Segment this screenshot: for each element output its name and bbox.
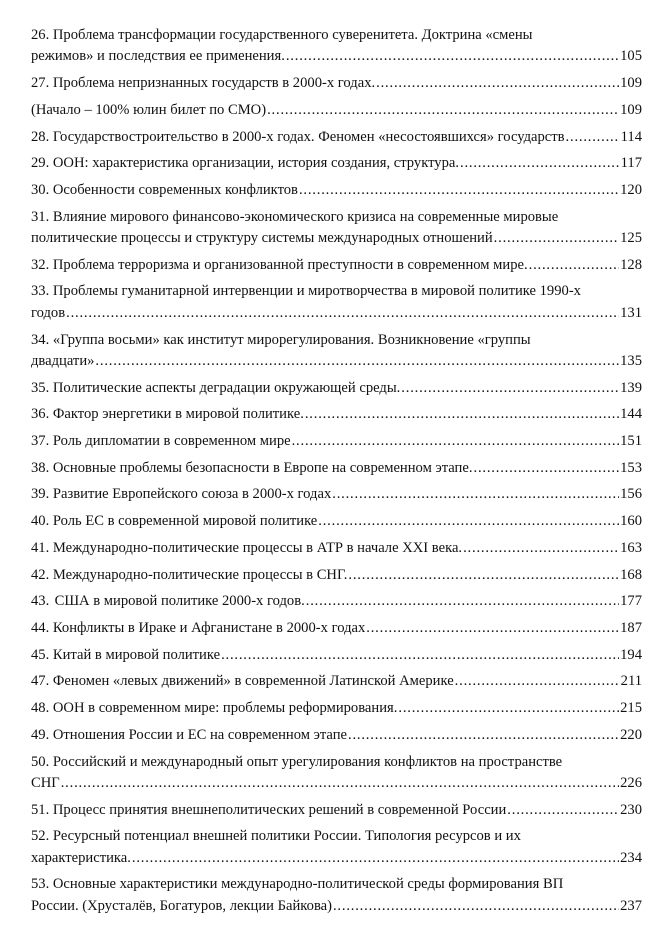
page-number: 177 — [620, 593, 642, 610]
dot-leader — [304, 404, 619, 425]
toc-entry-line — [31, 303, 642, 324]
toc-entry-title: 40. Роль ЕС в современной мировой политике — [31, 513, 318, 530]
dot-leader — [473, 458, 620, 479]
toc-entry[interactable] — [31, 431, 642, 452]
toc-entry[interactable] — [31, 153, 642, 174]
page-number: 156 — [620, 486, 642, 503]
toc-entry-title: характеристика. — [31, 849, 131, 866]
toc-entry[interactable] — [31, 511, 642, 532]
toc-entry[interactable] — [31, 752, 642, 795]
dot-leader — [305, 591, 619, 612]
page-number: 109 — [620, 101, 642, 118]
dot-leader — [65, 303, 619, 324]
toc-entry[interactable] — [31, 618, 642, 639]
toc-entry[interactable] — [31, 404, 642, 425]
toc-entry-title: 51. Процесс принятия внешнеполитических решений в современной России — [31, 801, 507, 818]
page-number: 168 — [620, 566, 642, 583]
toc-entry[interactable] — [31, 645, 642, 666]
toc-entry-line — [31, 565, 642, 586]
page-number: 125 — [620, 230, 642, 247]
toc-entry-title: 36. Фактор энергетики в мировой политике. — [31, 406, 304, 423]
toc-entry[interactable] — [31, 874, 642, 917]
dot-leader — [454, 671, 620, 692]
dot-leader — [397, 698, 619, 719]
page-number: 128 — [620, 256, 642, 273]
toc-entry-title: 41. Международно-политические процессы в АТР в начале XXI века. — [31, 539, 463, 556]
toc-entry-line — [31, 725, 642, 746]
toc-entry-line — [31, 100, 642, 121]
toc-entry[interactable] — [31, 207, 642, 250]
dot-leader — [565, 127, 620, 148]
toc-entry-title: 38. Основные проблемы безопасности в Европе на современном этапе. — [31, 459, 473, 476]
dot-leader — [528, 255, 619, 276]
toc-entry-title: 45. Китай в мировой политике — [31, 646, 221, 663]
dot-leader — [331, 484, 619, 505]
toc-entry-line — [31, 484, 642, 505]
page-number: 226 — [620, 774, 642, 791]
dot-leader — [400, 378, 619, 399]
toc-entry[interactable] — [31, 671, 642, 692]
toc-entry-title: 32. Проблема терроризма и организованной преступности в современном мире. — [31, 256, 528, 273]
toc-entry-line — [31, 431, 642, 452]
toc-entry[interactable] — [31, 538, 642, 559]
toc-entry-title: 35. Политические аспекты деградации окружающей среды. — [31, 379, 401, 396]
toc-entry[interactable] — [31, 255, 642, 276]
toc-entry-title: политические процессы и структуру системы международных отношений — [31, 230, 493, 247]
dot-leader — [347, 725, 619, 746]
toc-entry-line — [31, 46, 642, 67]
page-number: 194 — [620, 646, 642, 663]
page-number: 160 — [620, 513, 642, 530]
toc-entry[interactable] — [31, 826, 642, 869]
table-of-contents — [31, 25, 642, 923]
toc-entry-title-first-line: 26. Проблема трансформации государственного суверенитета. Доктрина «смены — [31, 27, 533, 43]
toc-entry-line — [31, 351, 642, 372]
page-number: 230 — [620, 801, 642, 818]
toc-entry-line — [31, 228, 642, 249]
toc-entry-line — [31, 896, 642, 917]
page-number: 105 — [620, 48, 642, 65]
toc-entry-line — [31, 800, 642, 821]
toc-entry-title: 39. Развитие Европейского союза в 2000-х годах — [31, 486, 332, 503]
toc-entry[interactable] — [31, 484, 642, 505]
page-number: 120 — [620, 181, 642, 198]
page-number: 114 — [620, 128, 642, 145]
dot-leader — [131, 848, 619, 869]
toc-entry-title-first-line: 33. Проблемы гуманитарной интервенции и миротворчества в мировой политике 1990-х — [31, 283, 581, 300]
dot-leader — [94, 351, 619, 372]
toc-entry-line — [31, 698, 642, 719]
toc-entry-line — [31, 73, 642, 94]
toc-entry-line — [31, 404, 642, 425]
dot-leader — [317, 511, 619, 532]
page-number: 139 — [620, 379, 642, 396]
toc-entry-title-first-line: 52. Ресурсный потенциал внешней политики России. Типология ресурсов и их — [31, 828, 521, 845]
toc-entry[interactable] — [31, 25, 642, 68]
toc-entry[interactable] — [31, 458, 642, 479]
toc-entry-title: годов — [31, 304, 66, 321]
dot-leader — [462, 538, 619, 559]
toc-entry[interactable] — [31, 591, 642, 612]
toc-entry-line — [31, 153, 642, 174]
page-number: 234 — [620, 849, 642, 866]
toc-entry-title: 29. ООН: характеристика организации, история создания, структура. — [31, 155, 460, 172]
toc-entry-line — [31, 458, 642, 479]
page-number: 220 — [620, 726, 642, 743]
toc-entry-line — [31, 671, 642, 692]
toc-entry-title: 43. — [31, 593, 50, 610]
dot-leader — [506, 800, 619, 821]
dot-leader — [459, 153, 620, 174]
toc-entry-title: 49. Отношения России и ЕС на современном этапе — [31, 726, 348, 743]
page-number: 144 — [620, 406, 642, 423]
toc-entry-title: 47. Феномен «левых движений» в современной Латинской Америке — [31, 673, 454, 690]
toc-entry-line — [31, 591, 642, 612]
dot-leader — [60, 773, 619, 794]
page-number: 215 — [620, 700, 642, 717]
toc-entry-title: режимов» и последствия ее применения. — [31, 48, 285, 65]
toc-entry-title: 44. Конфликты в Ираке и Афганистане в 2000-х годах — [31, 619, 366, 636]
page-number: 187 — [620, 619, 642, 636]
toc-entry-line — [31, 645, 642, 666]
toc-entry-title: 27. Проблема непризнанных государств в 2000-х годах. — [31, 75, 376, 92]
page-number: 151 — [620, 433, 642, 450]
toc-entry-title-continued: США в мировой политике 2000-х годов. — [54, 593, 305, 610]
toc-entry-line — [31, 618, 642, 639]
toc-entry-title: 42. Международно-политические процессы в СНГ. — [31, 566, 348, 583]
toc-entry[interactable] — [31, 698, 642, 719]
toc-entry-line — [31, 848, 642, 869]
toc-entry-title-first-line: 34. «Группа восьми» как институт мирорегулирования. Возникновение «группы — [31, 331, 531, 348]
toc-entry[interactable] — [31, 100, 642, 121]
toc-entry[interactable] — [31, 800, 642, 821]
toc-entry-title: 28. Государствостроительство в 2000-х годах. Феномен «несостоявшихся» государств — [31, 128, 565, 145]
toc-entry[interactable] — [31, 378, 642, 399]
dot-leader — [332, 896, 619, 917]
dot-leader — [298, 180, 619, 201]
toc-entry-title: 37. Роль дипломатии в современном мире — [31, 433, 291, 450]
toc-entry[interactable] — [31, 330, 642, 373]
toc-entry[interactable] — [31, 281, 642, 324]
dot-leader — [365, 618, 619, 639]
page-number: 153 — [620, 459, 642, 476]
toc-entry-title-first-line: 50. Российский и международный опыт урегулирования конфликтов на пространстве — [31, 753, 563, 770]
toc-entry[interactable] — [31, 725, 642, 746]
toc-entry-line — [31, 538, 642, 559]
page-number: 131 — [620, 304, 642, 321]
dot-leader — [347, 565, 619, 586]
toc-entry-line — [31, 180, 642, 201]
dot-leader — [220, 645, 619, 666]
toc-entry-title: 48. ООН в современном мире: проблемы реформирования. — [31, 700, 398, 717]
toc-entry-title-first-line: 31. Влияние мирового финансово-экономического кризиса на современные мировые — [31, 208, 559, 225]
toc-entry-title: России. (Хрусталёв, Богатуров, лекции Байкова) — [31, 897, 332, 914]
toc-entry-title: (Начало – 100% юлин билет по СМО) — [31, 101, 267, 118]
page-number: 163 — [620, 539, 642, 556]
toc-entry-title-first-line: 53. Основные характеристики международно-политической среды формирования ВП — [31, 876, 564, 893]
toc-entry-title: 30. Особенности современных конфликтов — [31, 181, 298, 198]
dot-leader — [493, 228, 619, 249]
toc-entry-line — [31, 773, 642, 794]
toc-entry[interactable] — [31, 180, 642, 201]
page-number: 211 — [620, 673, 642, 690]
toc-entry-title: СНГ — [31, 774, 60, 791]
toc-entry-title: двадцати» — [31, 352, 95, 369]
page-number: 135 — [620, 352, 642, 369]
page-number: 237 — [620, 897, 642, 914]
toc-entry-line — [31, 511, 642, 532]
dot-leader — [266, 100, 619, 121]
toc-entry-line — [31, 255, 642, 276]
page-number: 109 — [620, 75, 642, 92]
dot-leader — [375, 73, 619, 94]
dot-leader — [291, 431, 620, 452]
toc-entry-line — [31, 378, 642, 399]
toc-entry[interactable] — [31, 565, 642, 586]
page-number: 117 — [620, 155, 642, 172]
toc-entry-line — [31, 127, 642, 148]
dot-leader — [285, 46, 619, 67]
toc-entry[interactable] — [31, 127, 642, 148]
toc-entry[interactable] — [31, 73, 642, 94]
